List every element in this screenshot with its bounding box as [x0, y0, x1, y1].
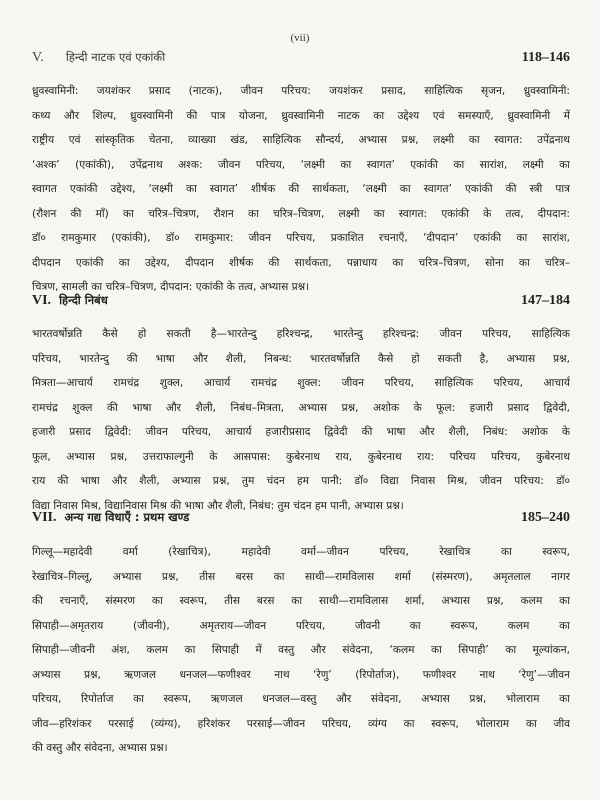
body-line: सिपाही—जीवनी अंश, कलम का सिपाही में वस्तु और संवेदना, ‘कलम का सिपाही’ का मूल्यांकन,: [32, 644, 570, 656]
section-title: अन्य गद्य विधाएँ : प्रथम खण्ड: [64, 510, 190, 524]
page-number: (vii): [290, 32, 310, 44]
body-line: परिचय, रिपोर्ताज का स्वरूप, ऋणजल धनजल—वस्तु और संवेदना, अभ्यास प्रश्न, भोलाराम का: [32, 693, 570, 705]
body-line: रामचंद्र शुक्ल की भाषा और शैली, निबंध–मित्रता, अभ्यास प्रश्न, अशोक के फूल: हजारी प्रसाद द्विवेदी,: [32, 401, 570, 414]
section-heading-vii: [32, 510, 570, 528]
body-line: की वस्तु और संवेदना, अभ्यास प्रश्न।: [32, 742, 168, 754]
body-line: सिपाही—अमृतराय (जीवनी), अमृतराय—जीवन परिचय, जीवनी का स्वरूप, कलम का: [32, 619, 570, 632]
section-title: हिन्दी नाटक एवं एकांकी: [65, 50, 166, 64]
body-line: राय की भाषा और शैली, अभ्यास प्रश्न, तुम चंदन हम पानी: डॉ० विद्या निवास मिश्र, जीवन परिचय: डॉ०: [32, 475, 570, 487]
body-line: ‘अश्क’ (एकांकी), उपेंद्रनाथ अश्क: जीवन परिचय, ‘लक्ष्मी का स्वागत’ एकांकी का सारांश, लक्ष्मी का: [32, 158, 570, 171]
section-page-range: 118–146: [521, 50, 570, 65]
section-heading-vi: [32, 293, 570, 311]
section-numeral: VI.: [32, 293, 52, 308]
body-line: हजारी प्रसाद द्विवेदी: जीवन परिचय, आचार्य हजारीप्रसाद द्विवेदी की भाषा और शैली, निबंध: अशोक के: [32, 426, 570, 438]
body-line: परिचय, भारतेन्दु की भाषा और शैली, निबन्ध: भारतवर्षोन्नति कैसे हो सकती है, अभ्यास प्रश्न,: [32, 352, 570, 365]
body-line: अभ्यास प्रश्न, ऋणजल धनजल—फणीश्वर नाथ ‘रेणु’ (रिपोर्ताज), फणीश्वर नाथ ‘रेणु’—जीवन: [32, 668, 570, 681]
section-body-v: [32, 79, 570, 300]
section-title: हिन्दी निबंध: [59, 293, 108, 307]
section-page-range: 147–184: [521, 293, 570, 308]
body-line: (रौशन की माँ) का चरित्र–चित्रण, रौशन का चरित्र–चित्रण, लक्ष्मी का स्वागत: एकांकी के तत्व, दीपदान:: [32, 207, 570, 220]
body-line: स्वागत एकांकी उद्देश्य, ‘लक्ष्मी का स्वागत’ शीर्षक की सार्थकता, ‘लक्ष्मी का स्वागत’ एकांकी की स्त्री पात्र: [32, 183, 570, 195]
body-line: ध्रुवस्वामिनी: जयशंकर प्रसाद (नाटक), जीवन परिचय: जयशंकर प्रसाद, साहित्यिक सृजन, ध्रुवस्वामिनी:: [32, 85, 570, 97]
body-line: राष्ट्रीय एवं सांस्कृतिक चेतना, व्याख्या खंड, साहित्यिक सौन्दर्य, अभ्यास प्रश्न, लक्ष्मी का स्वागत: उपेंद्रनाथ: [32, 134, 570, 146]
section-body-vii: [32, 540, 570, 761]
body-line: चित्रण, सामली का चरित्र–चित्रण, दीपदान: एकांकी के तत्व, अभ्यास प्रश्न।: [32, 281, 310, 293]
body-line: कथ्य और शिल्प, ध्रुवस्वामिनी की पात्र योजना, ध्रुवस्वामिनी नाटक का उद्देश्य एवं समस्याएँ, ध्रुवस्वामिनी में: [32, 109, 570, 122]
body-line: जीव—हरिशंकर परसाई (व्यंग्य), हरिशंकर परसाई—जीवन परिचय, व्यंग्य का स्वरूप, भोलाराम का जीव: [32, 717, 570, 730]
body-line: मित्रता—आचार्य रामचंद्र शुक्ल, आचार्य रामचंद्र शुक्ल: जीवन परिचय, साहित्यिक परिचय, आचार्य: [32, 377, 570, 389]
body-line: दीपदान एकांकी का उद्देश्य, दीपदान शीर्षक की सार्थकता, पन्नाधाय का चरित्र–चित्रण, सोना का चरित्र–: [32, 256, 570, 269]
body-line: गिल्लू—महादेवी वर्मा (रेखाचित्र), महादेवी वर्मा—जीवन परिचय, रेखाचित्र का स्वरूप,: [32, 546, 570, 558]
body-line: डॉ० रामकुमार (एकांकी), डॉ० रामकुमार: जीवन परिचय, प्रकाशित रचनाएँ, ‘दीपदान’ एकांकी का सारांश,: [32, 232, 570, 244]
body-line: की रचनाएँ, संस्मरण का स्वरूप, तीस बरस का साथी—रामविलास शर्मा, अभ्यास प्रश्न, कलम का: [32, 595, 570, 607]
section-page-range: 185–240: [521, 510, 570, 525]
section-numeral: V.: [32, 50, 44, 65]
section-numeral: VII.: [32, 510, 57, 525]
body-line: भारतवर्षोन्नति कैसे हो सकती है—भारतेन्दु हरिश्चन्द्र, भारतेन्दु हरिश्चन्द्र: जीवन परिचय, साहित्यिक: [32, 328, 570, 340]
body-line: विद्या निवास मिश्र, विद्यानिवास मिश्र की भाषा और शैली, निबंध: तुम चंदन हम पानी, अभ्यास प्रश्न।: [32, 499, 404, 512]
body-line: फूल, अभ्यास प्रश्न, उत्तराफाल्गुनी के आसपास: कुबेरनाथ राय, कुबेरनाथ राय: परिचय परिचय, कुबेरनाथ: [32, 450, 570, 463]
body-line: रेखाचित्र–गिल्लू, अभ्यास प्रश्न, तीस बरस का साथी—रामविलास शर्मा (संस्मरण), अमृतलाल नागर: [32, 570, 570, 583]
section-body-vi: [32, 322, 570, 518]
section-heading-v: [32, 50, 570, 68]
